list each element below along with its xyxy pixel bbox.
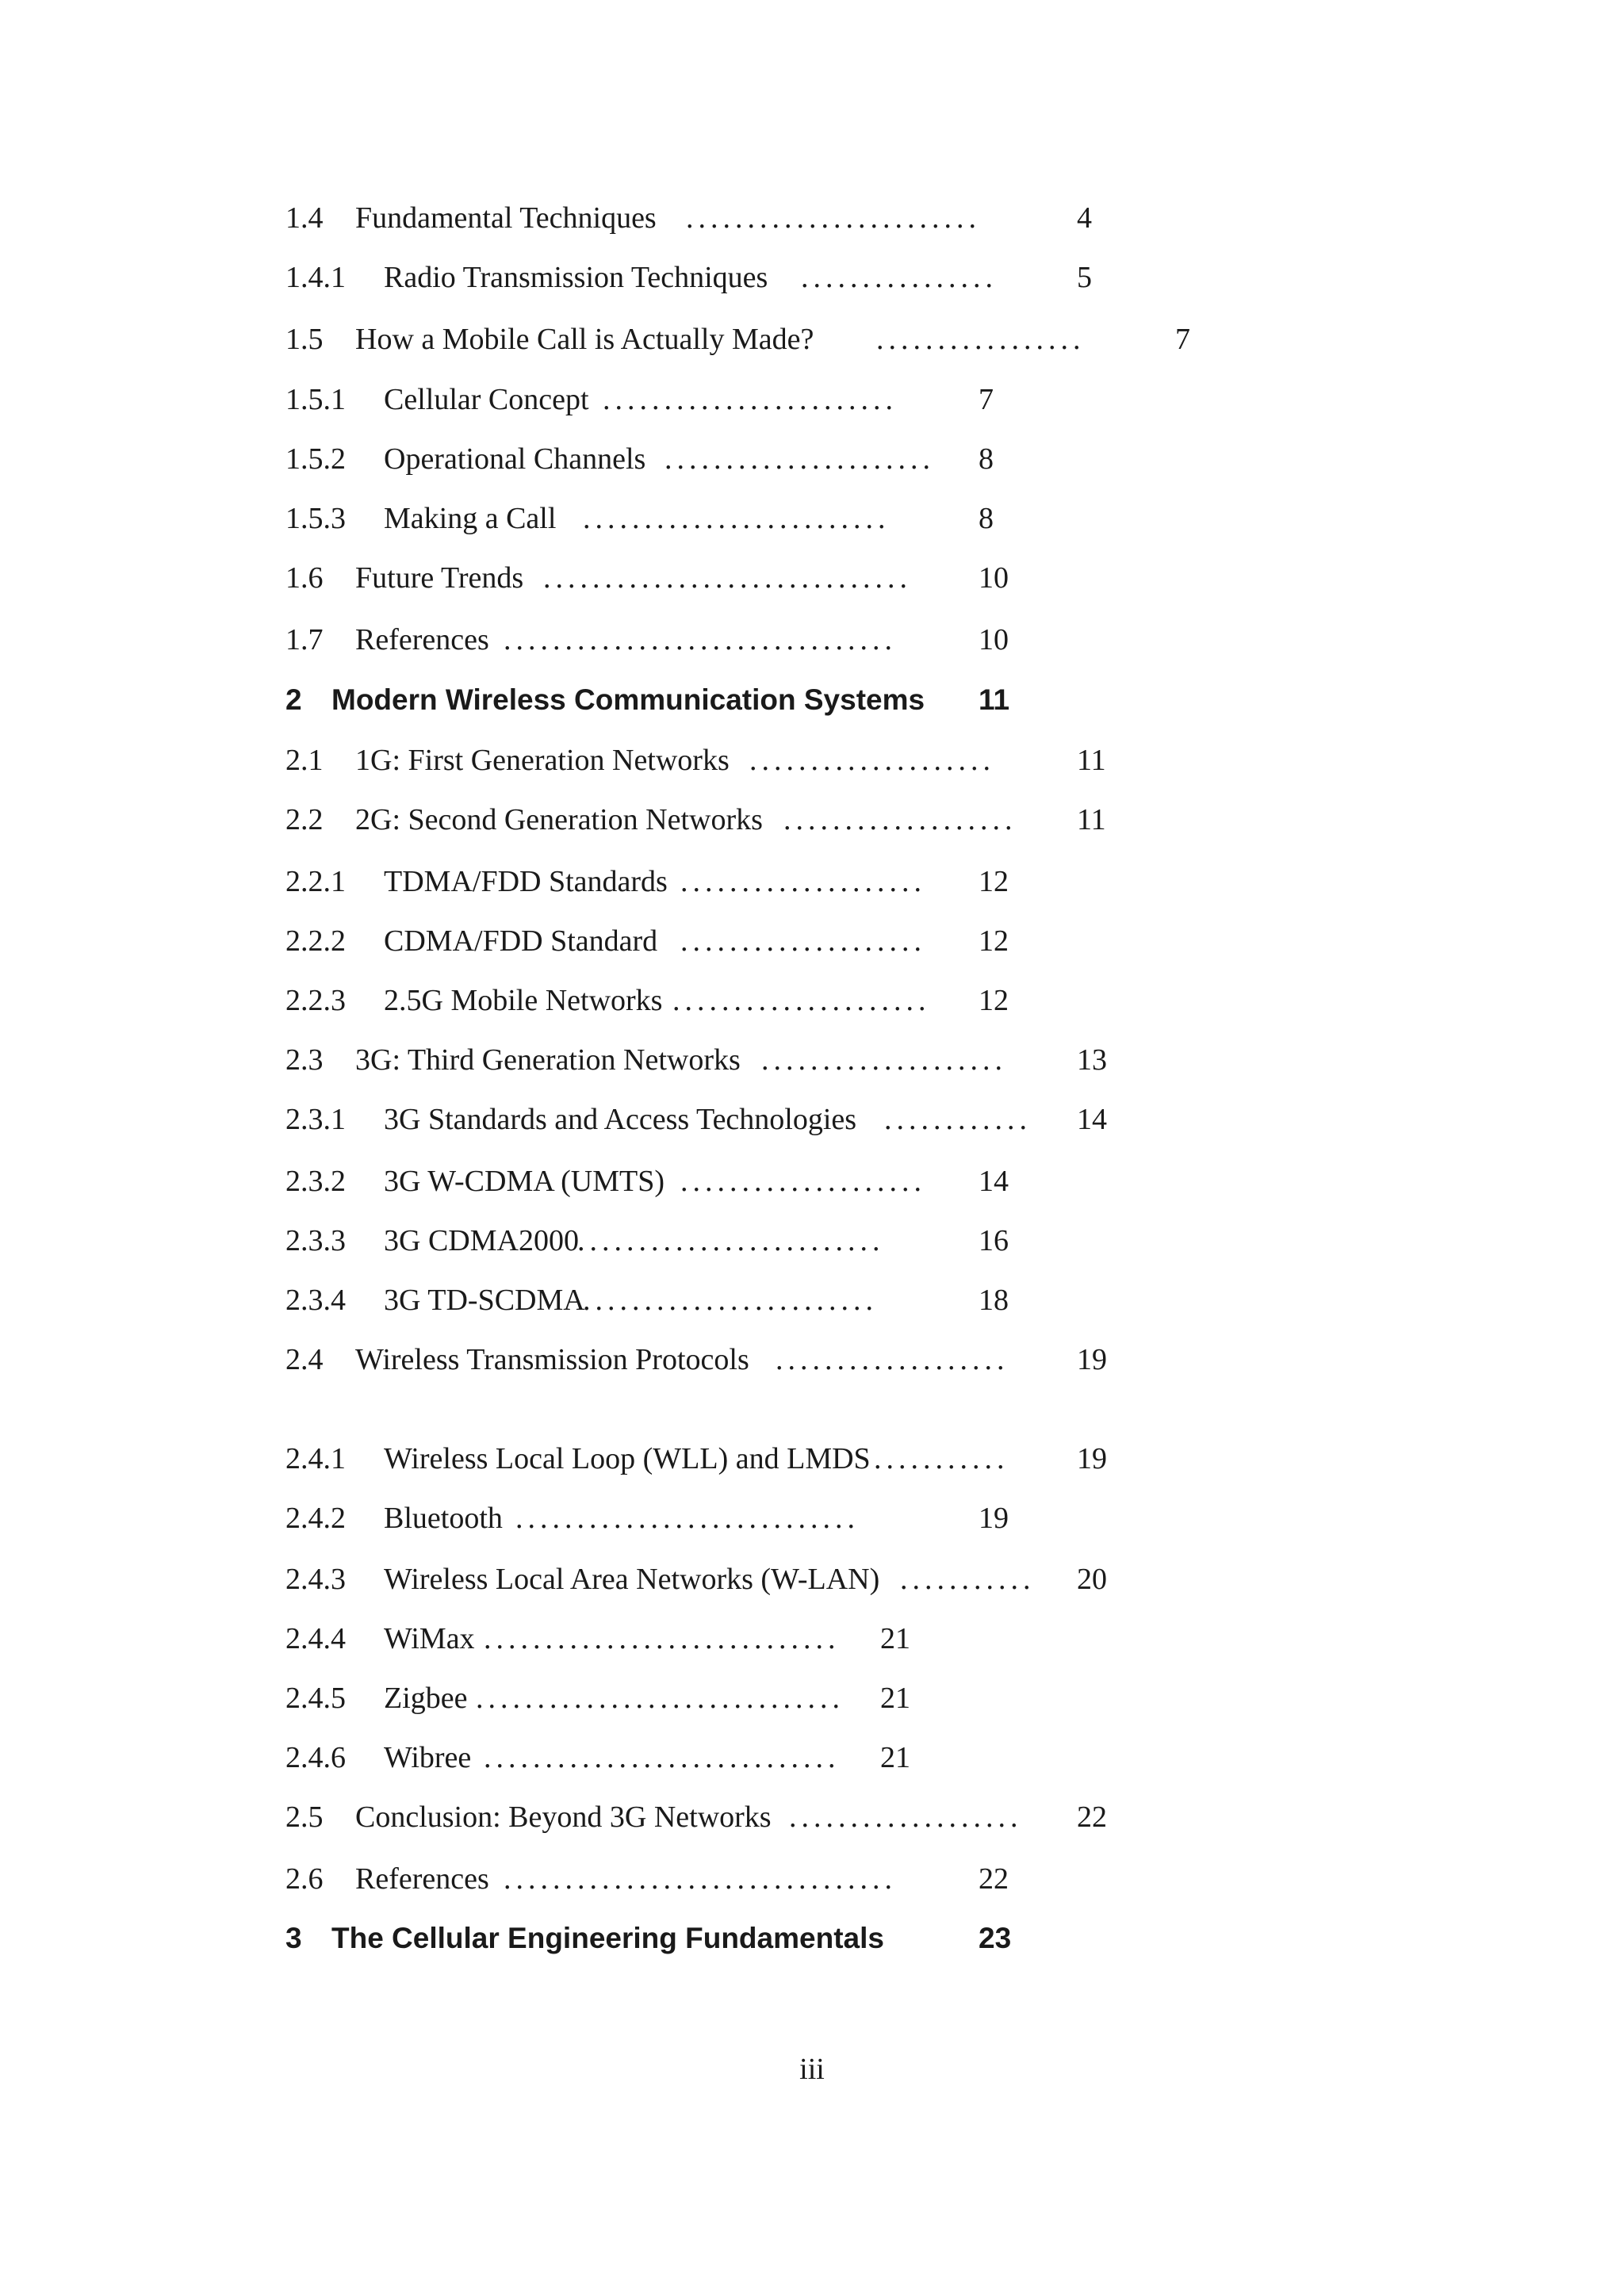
toc-entry-page: 11 [979, 683, 1010, 716]
toc-entry-page: 13 [1077, 1043, 1107, 1077]
toc-entry-title: 3G CDMA2000 [384, 1224, 579, 1257]
toc-entry-number: 2.2 [285, 803, 324, 836]
toc-entry-number: 2.5 [285, 1800, 324, 1834]
toc-entry-page: 21 [880, 1682, 910, 1715]
toc-entry-title: Future Trends [355, 561, 524, 595]
toc-entry-page: 12 [979, 984, 1009, 1017]
toc-entry-title: Fundamental Techniques [355, 201, 657, 235]
toc-entry-leader: ........................ [686, 201, 981, 235]
toc-entry-number: 2.3.2 [285, 1165, 346, 1198]
toc-entry-title: 3G Standards and Access Technologies [384, 1103, 857, 1136]
toc-entry-leader: ...................... [665, 442, 935, 476]
toc-entry-number: 3 [285, 1922, 302, 1954]
toc-entry-page: 11 [1077, 744, 1106, 777]
toc-entry-leader: ........................ [583, 1284, 878, 1317]
toc-entry-leader: .................... [680, 1165, 926, 1198]
toc-entry-page: 21 [880, 1741, 910, 1774]
toc-entry-title: CDMA/FDD Standard [384, 924, 658, 958]
toc-entry-number: 2.4.2 [285, 1502, 346, 1535]
toc-entry-number: 1.4.1 [285, 261, 346, 294]
toc-entry-title: 1G: First Generation Networks [355, 744, 730, 777]
toc-entry-title: How a Mobile Call is Actually Made? [355, 323, 814, 356]
toc-entry-number: 1.5.2 [285, 442, 346, 476]
toc-entry-page: 8 [979, 442, 994, 476]
toc-entry-title: Wireless Transmission Protocols [355, 1343, 749, 1376]
toc-entry-leader: ................ [801, 261, 998, 294]
toc-entry-title: Conclusion: Beyond 3G Networks [355, 1800, 772, 1834]
toc-entry-title: Bluetooth [384, 1502, 503, 1535]
toc-entry-leader: ................. [876, 323, 1086, 356]
toc-entry-number: 2.4.3 [285, 1563, 346, 1596]
toc-entry-page: 16 [979, 1224, 1009, 1257]
toc-entry-leader: ............................ [515, 1502, 860, 1535]
toc-entry-page: 7 [1175, 323, 1190, 356]
toc-entry-page: 22 [1077, 1800, 1107, 1834]
toc-entry-title: References [355, 1862, 489, 1896]
toc-entry-page: 7 [979, 383, 994, 416]
toc-entry-page: 4 [1077, 201, 1092, 235]
toc-entry-number: 1.6 [285, 561, 324, 595]
toc-entry-leader: ............................. [484, 1741, 841, 1774]
toc-entry-title: Zigbee [384, 1682, 468, 1715]
toc-entry-title: The Cellular Engineering Fundamentals [331, 1922, 884, 1954]
toc-entry-number: 2.2.2 [285, 924, 346, 958]
toc-entry-title: Radio Transmission Techniques [384, 261, 768, 294]
toc-entry-number: 2.4.4 [285, 1622, 346, 1655]
toc-entry-leader: .................... [749, 744, 995, 777]
toc-entry-leader: ................................ [504, 1862, 897, 1896]
toc-entry-page: 14 [979, 1165, 1009, 1198]
toc-entry-number: 2.6 [285, 1862, 324, 1896]
toc-entry-leader: .................... [761, 1043, 1007, 1077]
toc-entry-title: Wireless Local Area Networks (W-LAN) [384, 1563, 880, 1596]
toc-entry-leader: .............................. [543, 561, 912, 595]
toc-entry-number: 2.2.1 [285, 865, 346, 898]
toc-entry-leader: .................... [680, 924, 926, 958]
toc-entry-title: Modern Wireless Communication Systems [331, 683, 925, 716]
toc-entry-title: Cellular Concept [384, 383, 589, 416]
toc-entry-leader: ................... [783, 803, 1017, 836]
toc-entry-page: 22 [979, 1862, 1009, 1896]
toc-entry-page: 10 [979, 561, 1009, 595]
toc-entry-leader: ........................ [603, 383, 898, 416]
toc-entry-page: 23 [979, 1922, 1012, 1954]
toc-entry-leader: ........... [900, 1563, 1036, 1596]
toc-entry-number: 2.3 [285, 1043, 324, 1077]
toc-entry-number: 2 [285, 683, 302, 716]
toc-entry-page: 12 [979, 924, 1009, 958]
toc-entry-page: 19 [1077, 1343, 1107, 1376]
toc-entry-page: 19 [1077, 1442, 1107, 1475]
toc-entry-number: 2.2.3 [285, 984, 346, 1017]
toc-entry-number: 2.4.6 [285, 1741, 346, 1774]
toc-entry-number: 2.4.1 [285, 1442, 346, 1475]
toc-entry-page: 12 [979, 865, 1009, 898]
toc-entry-page: 21 [880, 1622, 910, 1655]
toc-entry-leader: ......................... [583, 502, 891, 535]
toc-entry-number: 2.3.4 [285, 1284, 346, 1317]
toc-entry-leader: ..................... [672, 984, 931, 1017]
toc-entry-page: 19 [979, 1502, 1009, 1535]
toc-entry-title: WiMax [384, 1622, 475, 1655]
toc-entry-title: Wibree [384, 1741, 472, 1774]
page-number-footer: iii [799, 2053, 825, 2086]
toc-entry-page: 11 [1077, 803, 1106, 836]
toc-entry-number: 2.4.5 [285, 1682, 346, 1715]
toc-entry-page: 18 [979, 1284, 1009, 1317]
toc-entry-title: References [355, 623, 489, 656]
toc-entry-title: Operational Channels [384, 442, 646, 476]
toc-entry-page: 8 [979, 502, 994, 535]
toc-entry-page: 14 [1077, 1103, 1107, 1136]
toc-entry-leader: ........... [874, 1442, 1009, 1475]
toc-entry-leader: ............................. [484, 1622, 841, 1655]
toc-entry-number: 1.7 [285, 623, 324, 656]
toc-entry-number: 1.5.3 [285, 502, 346, 535]
toc-entry-leader: ................... [776, 1343, 1009, 1376]
toc-entry-number: 1.5.1 [285, 383, 346, 416]
toc-entry-title: Wireless Local Loop (WLL) and LMDS [384, 1442, 871, 1475]
toc-entry-title: 2.5G Mobile Networks [384, 984, 663, 1017]
toc-entry-leader: .............................. [476, 1682, 845, 1715]
toc-entry-title: TDMA/FDD Standards [384, 865, 668, 898]
toc-entry-number: 2.3.3 [285, 1224, 346, 1257]
toc-entry-number: 2.3.1 [285, 1103, 346, 1136]
toc-entry-page: 20 [1077, 1563, 1107, 1596]
toc-entry-number: 2.1 [285, 744, 324, 777]
toc-entry-title: 3G: Third Generation Networks [355, 1043, 741, 1077]
toc-entry-page: 10 [979, 623, 1009, 656]
toc-entry-title: 3G TD-SCDMA [384, 1284, 585, 1317]
toc-entry-leader: ......................... [577, 1224, 885, 1257]
toc-entry-leader: ................................ [504, 623, 897, 656]
toc-entry-leader: .................... [680, 865, 926, 898]
toc-entry-page: 5 [1077, 261, 1092, 294]
toc-entry-leader: ................... [789, 1800, 1023, 1834]
toc-entry-number: 1.5 [285, 323, 324, 356]
toc-entry-title: 3G W-CDMA (UMTS) [384, 1165, 665, 1198]
toc-entry-title: 2G: Second Generation Networks [355, 803, 763, 836]
toc-entry-title: Making a Call [384, 502, 557, 535]
toc-entry-leader: ............ [884, 1103, 1032, 1136]
toc-entry-number: 1.4 [285, 201, 324, 235]
toc-entry-number: 2.4 [285, 1343, 324, 1376]
